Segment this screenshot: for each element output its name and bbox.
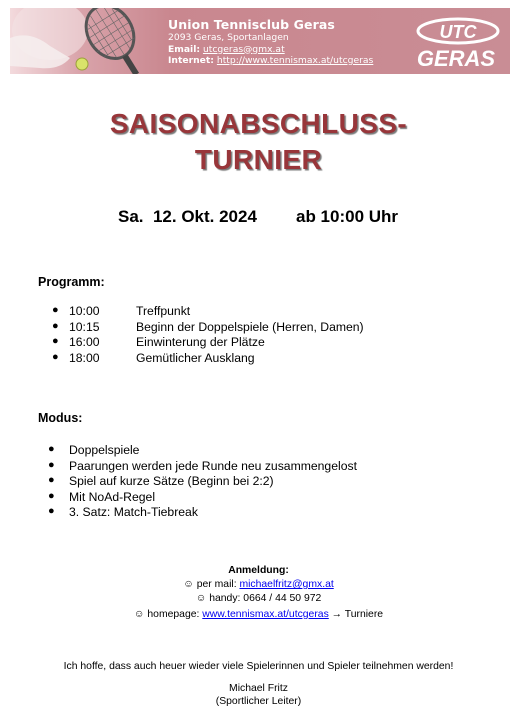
club-email-line bbox=[168, 44, 373, 56]
anmeldung-heading: Anmeldung: bbox=[228, 565, 289, 576]
closing-note: Ich hoffe, dass auch heuer wieder viele Spielerinnen und Spieler teilnehmen werden! bbox=[63, 661, 454, 672]
club-name: Union Tennisclub Geras bbox=[168, 17, 335, 32]
smiley-icon: ☺ bbox=[183, 579, 194, 590]
title-line-1: SAISONABSCHLUSS- bbox=[109, 108, 408, 139]
bullet-icon: ● bbox=[48, 489, 55, 502]
bullet-icon: ● bbox=[48, 474, 55, 486]
bullet-icon: ● bbox=[52, 335, 59, 347]
handy-label: handy: 0664 / 44 50 972 bbox=[209, 593, 322, 604]
event-start-time: ab 10:00 Uhr bbox=[296, 207, 399, 226]
bullet-icon: ● bbox=[48, 458, 55, 471]
bullet-icon: ● bbox=[52, 350, 59, 363]
event-date: Sa. 12. Okt. 2024 bbox=[118, 207, 257, 226]
smiley-icon: ☺ bbox=[195, 593, 207, 604]
homepage-link[interactable]: www.tennismax.at/utcgeras bbox=[202, 609, 329, 620]
bullet-icon: ● bbox=[52, 304, 59, 316]
bullet-icon: ● bbox=[52, 319, 59, 332]
homepage-label: homepage: bbox=[147, 609, 200, 620]
anmeldung-handy-line bbox=[0, 593, 517, 604]
club-internet-line bbox=[168, 55, 373, 67]
club-email-link[interactable]: utcgeras@gmx.at bbox=[202, 43, 285, 55]
utc-geras-logo bbox=[406, 14, 506, 70]
signature-role: (Sportlicher Leiter) bbox=[215, 696, 302, 707]
modus-heading: Modus: bbox=[38, 411, 83, 425]
signature-name: Michael Fritz bbox=[229, 683, 288, 694]
title-line-2: TURNIER bbox=[194, 144, 323, 175]
tennis-racket-icon bbox=[10, 8, 160, 74]
anmeldung-homepage-line bbox=[0, 609, 517, 620]
tournament-title bbox=[0, 106, 517, 178]
club-address: 2093 Geras, Sportanlagen bbox=[168, 32, 289, 43]
arrow-icon: → bbox=[331, 609, 343, 620]
club-website-link[interactable]: http://www.tennismax.at/utcgeras bbox=[216, 55, 374, 66]
internet-label: Internet: bbox=[168, 55, 214, 66]
mail-link[interactable]: michaelfritz@gmx.at bbox=[239, 579, 334, 590]
anmeldung-mail-line bbox=[0, 579, 517, 590]
bullet-icon: ● bbox=[48, 443, 55, 455]
email-label: Email: bbox=[168, 43, 201, 55]
club-info bbox=[168, 17, 373, 67]
programm-heading: Programm: bbox=[38, 275, 105, 289]
logo-utc-text: UTC bbox=[439, 22, 477, 42]
club-header-banner bbox=[10, 8, 510, 74]
bullet-icon: ● bbox=[48, 505, 55, 517]
logo-geras-text: GERAS bbox=[416, 46, 496, 70]
smiley-icon: ☺ bbox=[133, 609, 145, 620]
homepage-suffix: Turniere bbox=[344, 609, 384, 620]
mail-label: per mail: bbox=[196, 579, 237, 590]
